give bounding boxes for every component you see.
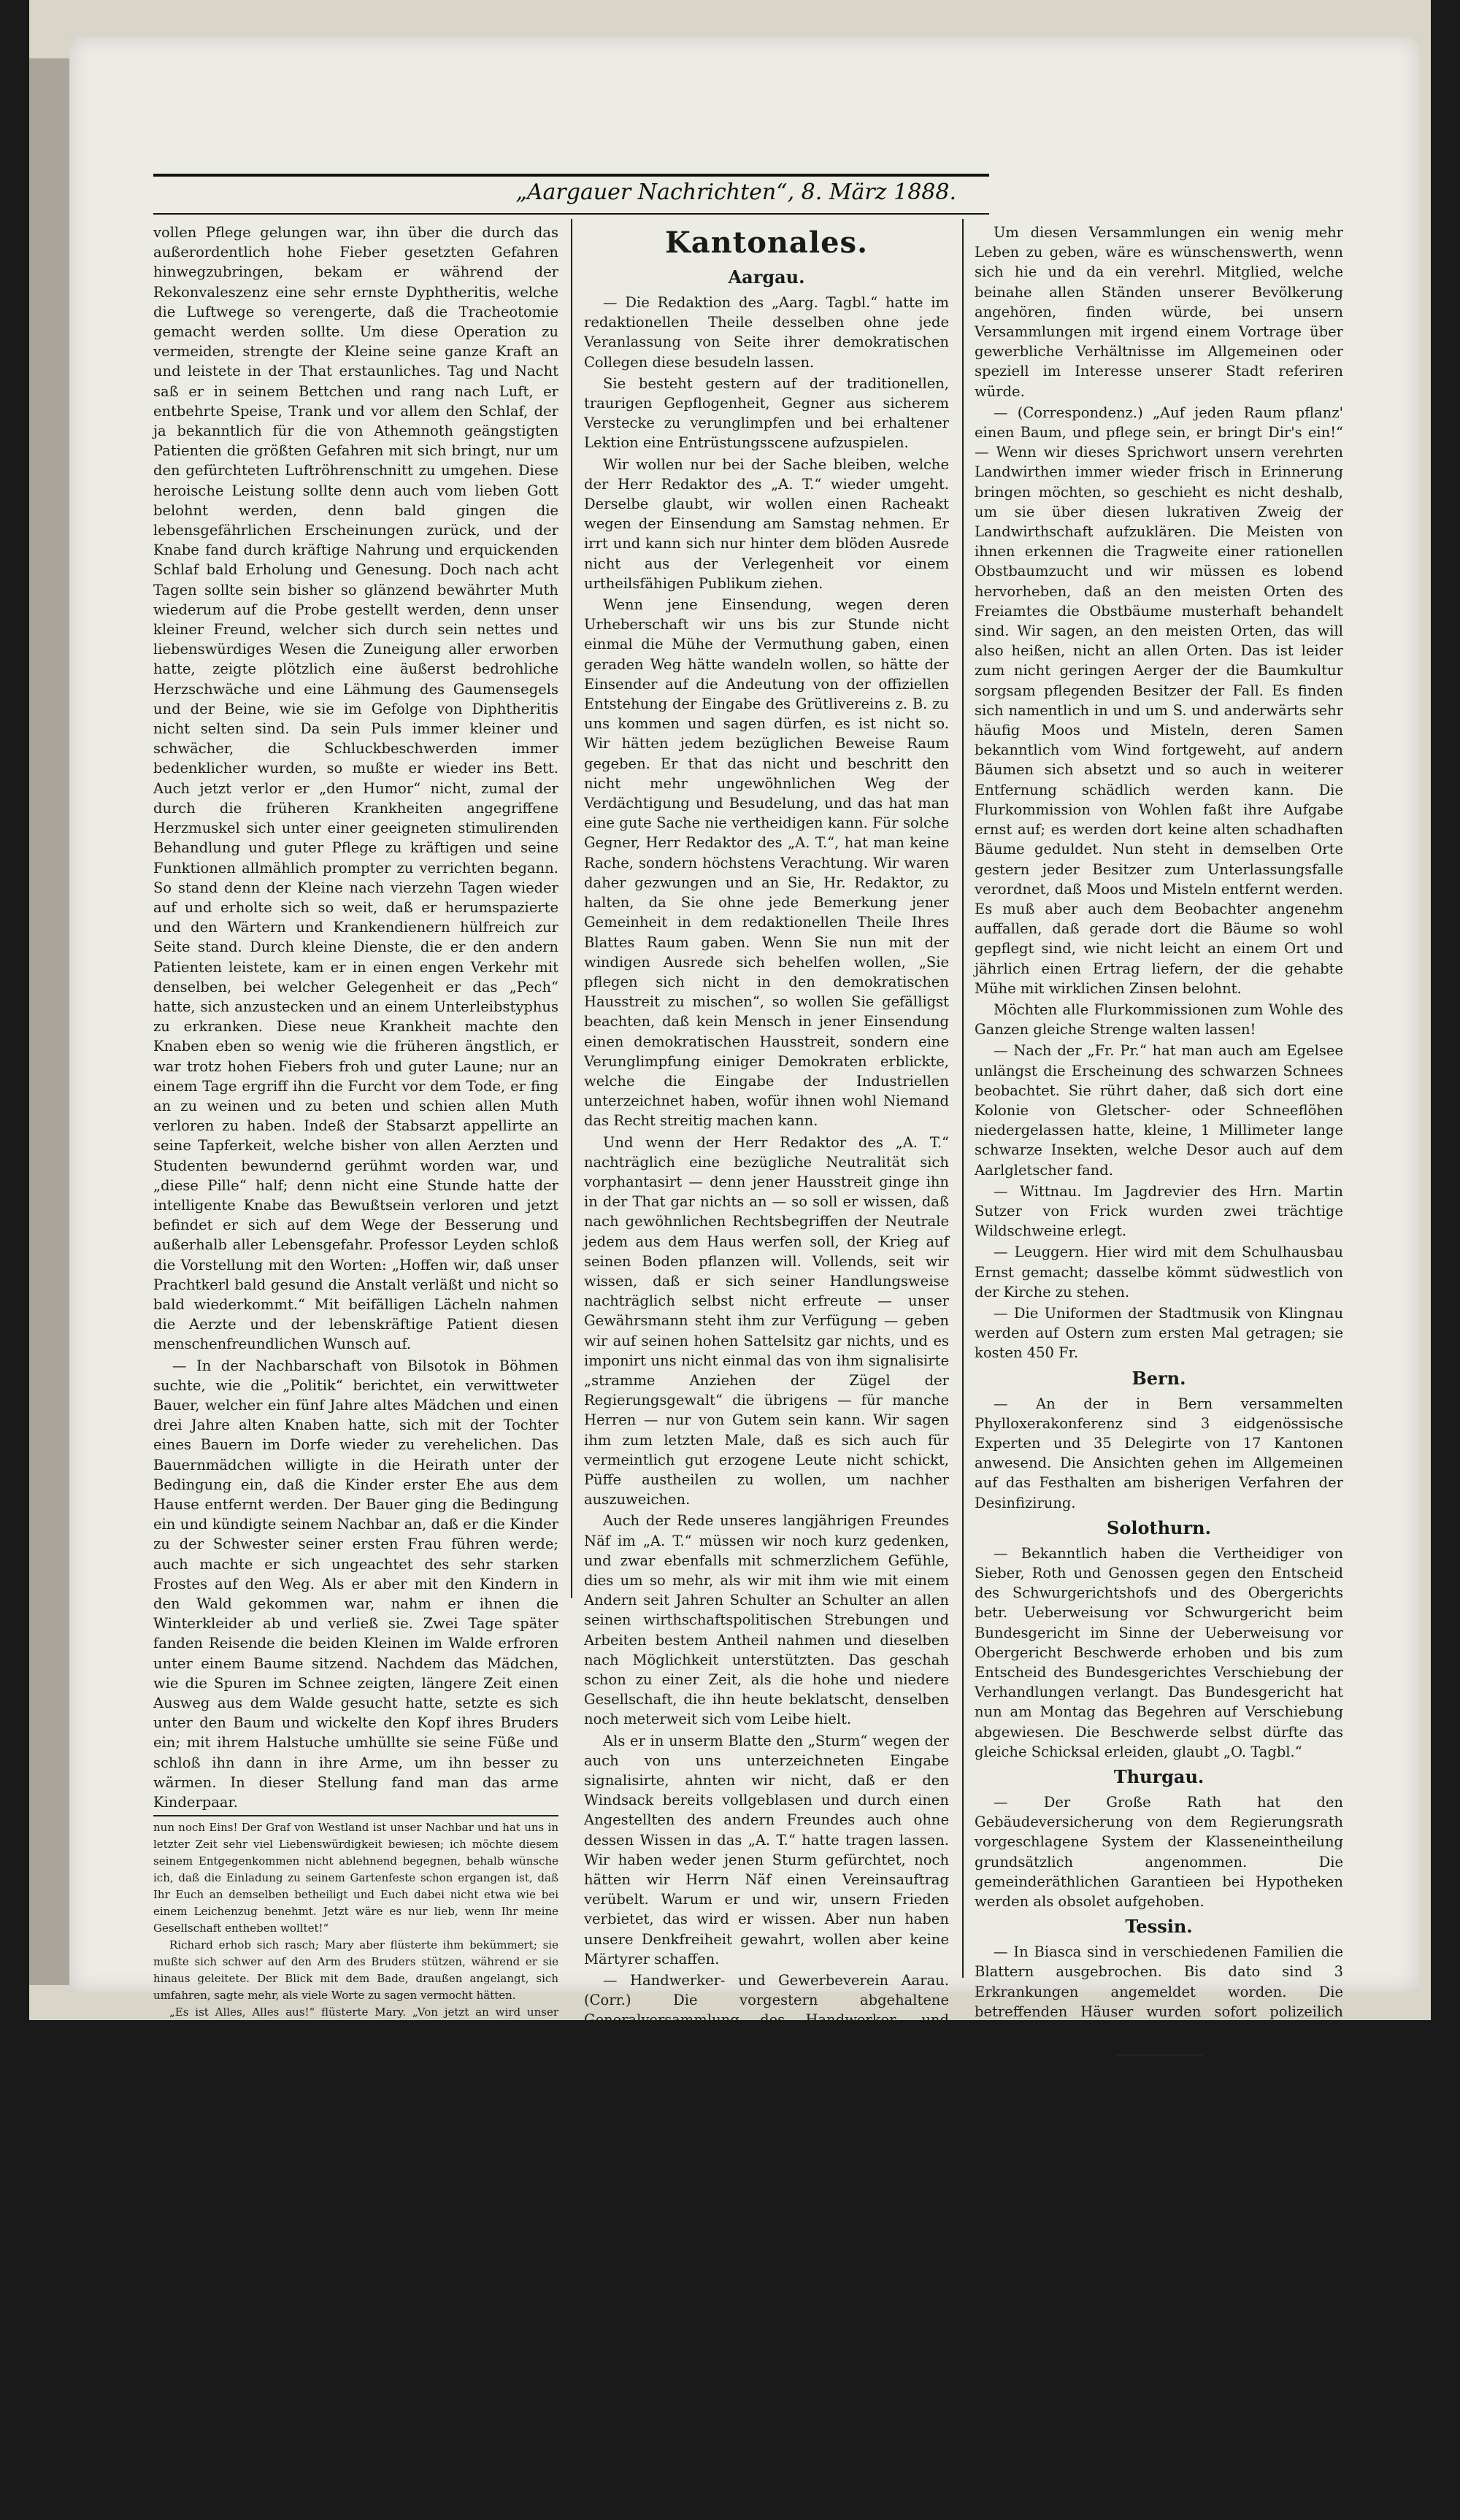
column-divider-1 <box>571 219 572 1598</box>
article-paragraph: Als Abgeordnete in die Delegirten-Versammlung des schweizer. Gewerbevereins, die in Zug stattfindet, wurden gewählt, die Herren Richner, Seiler und Siebenmann, Tapezierer. <box>584 2394 949 2471</box>
column-middle <box>584 223 949 2516</box>
subsection-title-deutschland: Deutschland. <box>1094 2103 1224 2124</box>
header-rule-bottom <box>153 213 989 215</box>
column-right <box>975 223 1343 2520</box>
article-paragraph: — Nach der „Fr. Pr.“ hat man auch am Egelsee unlängst die Erscheinung des schwarzen Schnees beobachtet. Sie rührt daher, daß sich dort eine Kolonie von Gletscher- oder Schneeflöhen niedergelassen hatte, kleine, 1 Millimeter lange schwarze Insekten, welche Desor auch auf dem Aarlgletscher fand. <box>975 1042 1343 1179</box>
feuilleton-divider <box>153 1815 558 1816</box>
article-paragraph: — (Correspondenz.) „Auf jeden Raum pflanz' einen Baum, und pflege sein, er bringt Dir's ein!“ — Wenn wir dieses Sprichwort unsern verehrten Landwirthen immer wieder frisch in Erinnerung bringen möchten, so geschieht es nicht deshalb, um sie über diesen lukrativen Zweig der Landwirthschaft aufzuklären. Die Meisten von ihnen erkennen die Tragweite einer rationellen Obstbaumzucht und wir müssen es lobend hervorheben, daß an den meisten Orten des Freiamtes die Obstbäume musterhaft behandelt sind. Wir sagen, an den meisten Orten, das will also heißen, nicht an allen Orten. Das ist leider zum nicht geringen Aerger der die Baumkultur sorgsam pflegenden Besitzer der Fall. Es finden sich namentlich in und um S. und anderwärts sehr häufig Moos und Misteln, deren Samen bekanntlich vom Wind fortgeweht, auf andern Bäumen sich absetzt und so auch in weiterer Entfernung schädlich werden kann. Die Flurkommission von Wohlen faßt ihre Aufgabe ernst auf; es werden dort keine alten schadhaften Bäume geduldet. Nun steht in demselben Orte gestern jeder Besitzer zum Unterlassungsfalle verordnet, daß Moos und Misteln entfernt werden. Es muß aber auch dem Beobachter angenehm auffallen, daß gerade dort die Bäume so wohl gepflegt sind, wie nicht leicht an einem Ort und jährlich einen Ertrag liefern, der die gehabte Mühe mit wirklichen Zinsen belohnt. <box>975 404 1343 997</box>
feuilleton-paragraph: Richard versuchte ihr Trost zuzusprechen, den er selbst nicht glaubte, aber Mary schüttelte den Kopf. Für sie gab es keine, keine Hoffnung mehr. <box>153 2039 558 2086</box>
feuilleton-paragraph: Richard erhob sich rasch; Mary aber flüsterte ihm bekümmert; sie mußte sich schwer auf den Arm des Bruders stützen, während er sie hinaus geleitete. Der Blick mit dem Bade, draußen angelangt, sich umfahren, sagte mehr, als viele Worte zu sagen vermocht hätten. <box>153 1938 558 2003</box>
section-title-ausland: Ausland. <box>1085 2062 1233 2097</box>
feuilleton-paragraph: „Es ist Alles, Alles aus!“ flüsterte Mary. „Von jetzt an wird unser Leben eine endlose Kette von Qualen sein!“ <box>153 2005 558 2036</box>
article-paragraph: Die Traktandenliste war rasch erledigt, die Jahresrechnung ward gutgeheißen. Die Globoabstimmung über den Vorstand bestätigte wieder die alten Mitglieder, nämlich die Herren Schäfer, Architekt, Meier, Direktor, Richner, Seiler, Siebenmann, Tapezierer, Huber, Drechsler, Strebel, Schreiner, Gysi, Maler. <box>584 2092 949 2229</box>
column-divider-2 <box>962 219 964 1978</box>
page-edge <box>29 58 69 1985</box>
article-paragraph: Um diesen Versammlungen ein wenig mehr Leben zu geben, wäre es wünschenswerth, wenn sich hie und da ein verehrl. Mitglied, welche beinahe allen Ständen unserer Bevölkerung angehören, finden würde, bei unsern Versammlungen mit irgend einem Vortrage über gewerbliche Verhältnisse im Allgemeinen oder speziell im Interesse unserer Stadt referiren würde. <box>975 224 1343 400</box>
header-rule-top <box>153 174 989 177</box>
article-paragraph: — Wittnau. Im Jagdrevier des Hrn. Martin Sutzer von Frick wurden zwei trächtige Wildschweine erlegt. <box>975 1182 1343 1240</box>
article-paragraph: Als er in unserm Blatte den „Sturm“ wegen der auch von uns unterzeichneten Eingabe signalisirte, ahnten wir nicht, daß er den Windsack bereits vollgeblasen und durch einen Angestellten des andern Freundes auch ohne dessen Wissen in das „A. T.“ hatte tragen lassen. Wir haben weder jenen Sturm gefürchtet, noch hätten wir Herrn Näf einen Vereinsauftrag verübelt. Warum er und wir, unsern Frieden verbietet, das wird er wissen. Aber nun haben unsere Denkfreiheit gewahrt, wollen aber keine Märtyrer schaffen. <box>584 1732 949 1968</box>
feuilleton-paragraph: Als er erst vier Jahre zählte, war der Vater an gelbem Fieber erkrankt. Zu gleicher Zeit war die Mutter gestorben. <box>153 2224 558 2254</box>
article-paragraph: Möchten alle Flurkommissionen zum Wohle des Ganzen gleiche Strenge walten lassen! <box>975 1001 1343 1039</box>
article-paragraph: Auch der Rede unseres langjährigen Freundes Näf im „A. T.“ müssen wir noch kurz gedenken, und zwar ebenfalls mit schmerzlichem Gefühle, dies um so mehr, als wir mit ihm wie mit einem Andern seit Jahren Schulter an Schulter an allen seinen wirthschaftspolitischen Strebungen und Arbeiten bestem Antheil nahmen und dieselben nach Möglichkeit unterstützten. Das geschah schon zu einer Zeit, als die hohe und niedere Gesellschaft, die ihn heute beklatscht, denselben noch meterweit sich vom Leibe hielt. <box>584 1512 949 1728</box>
article-paragraph: — Handwerker- und Gewerbeverein Aarau. (Corr.) Die vorgestern abgehaltene Generalversammlung des Handwerker- und Gewerbevereins war schwach besucht (22 an der Zahl), trotzdem solche wenige das Jahr hindurch stattfinden. <box>584 1972 949 2089</box>
page-header-title: „Aargauer Nachrichten“, 8. März 1888. <box>515 180 956 205</box>
section-title-kantonales: Kantonales. <box>664 226 868 260</box>
article-paragraph: Sie besteht gestern auf der traditionellen, traurigen Gepflogenheit, Gegner aus sicherem Verstecke zu verunglimpfen und bei erhaltener Lektion eine Entrüstungsscene aufzuspielen. <box>584 374 949 452</box>
section-divider <box>1115 2054 1203 2056</box>
article-paragraph: vollen Pflege gelungen war, ihn über die durch das außerordentlich hohe Fieber gesetzten Gefahren hinwegzubringen, bekam er während der Rekonvaleszenz eine sehr ernste Dyphtheritis, welche die Luftwege so verengerte, daß die Tracheotomie gemacht werden sollte. Um diese Operation zu vermeiden, strengte der Kleine seine ganze Kraft an und leistete in der That erstaunliches. Tag und Nacht saß er in seinem Bettchen und rang nach Luft, er entbehrte Speise, Trank und vor allem den Schlaf, der ja bekanntlich für die von Athemnoth geängstigten Patienten die größten Gefahren mit sich bringt, nur um den gefürchteten Luftröhrenschnitt zu umgehen. Diese heroische Leistung sollte denn auch vom lieben Gott belohnt werden, denn bald gingen die lebensgefährlichen Erscheinungen zurück, und der Knabe fand durch kräftige Nahrung und erquickenden Schlaf bald Erholung und Genesung. Doch nach acht Tagen sollte sein bisher so glänzend bewährter Muth wiederum auf die Probe gestellt werden, denn unser kleiner Freund, welcher sich durch sein nettes und liebenswürdiges Wesen die Zuneigung aller erworben hatte, zeigte plötzlich eine äußerst bedrohliche Herzschwäche und eine Lähmung des Gaumensegels und der Beine, wie sie im Gefolge von Diphtheritis nicht selten sind. Da sein Puls immer kleiner und schwächer, die Schluckbeschwerden immer bedenklicher wurden, so mußte er wieder ins Bett. Auch jetzt verlor er „den Humor“ nicht, zumal der durch die früheren Krankheiten angegriffene Herzmuskel sich unter einer geeigneten stimulirenden Behandlung und guter Pflege zu kräftigen und seine Funktionen allmählich prompter zu verrichten begann. So stand denn der Kleine nach vierzehn Tagen wieder auf und erholte sich so weit, daß er herumspazierte und den Wärtern und Krankendienern hülfreich zur Seite stand. Durch kleine Dienste, die er den andern Patienten leistete, kam er in einen engen Verkehr mit denselben, bei welcher Gelegenheit er das „Pech“ hatte, sich anzustecken und an einem Unterleibstyphus zu erkranken. Diese neue Krankheit machte den Knaben eben so wenig wie die früheren ängstlich, er war trotz hohen Fiebers froh und guter Laune; nur an einem Tage ergriff ihn die Furcht vor dem Tode, er fing an zu weinen und zu beten und schien allen Muth verloren zu haben. Indeß der Stabsarzt appellirte an seine Tapferkeit, welche bisher von allen Aerzten und Studenten bewundernd gerühmt worden war, und „diese Pille“ half; denn nicht eine Stunde hatte der intelligente Knabe das Bewußtsein verloren und jetzt befindet er sich auf dem Wege der Besserung und außerhalb aller Lebensgefahr. Professor Leyden schloß die Vorstellung mit den Worten: „Hoffen wir, daß unser Prachtkerl bald gesund die Anstalt verläßt und nicht so bald wiederkommt.“ Mit beifälligen Lächeln nahmen die Aerzte und der lebenskräftige Patient diesen menschenfreundlichen Wunsch auf. <box>153 224 558 1353</box>
column-left <box>153 223 558 2256</box>
article-paragraph: — Bekanntlich haben die Vertheidiger von Sieber, Roth und Genossen gegen den Entscheid des Schwurgerichtshofs und des Obergerichts betr. Ueberweisung vor Schwurgericht beim Bundesgericht im Sinne der Ueberweisung vor Obergericht Beschwerde erhoben und bis zum Entscheid des Bundesgerichtes Verschiebung der Verhandlungen verlangt. Das Bundesgericht hat nun am Montag das Begehren auf Verschiebung abgewiesen. Die Beschwerde selbst dürfte das gleiche Schicksal erleiden, glaubt „O. Tagbl.“ <box>975 1544 1343 1760</box>
subsection-title-bern: Bern. <box>1132 1367 1186 1389</box>
feuilleton-paragraph: nun noch Eins! Der Graf von Westland ist unser Nachbar und hat uns in letzter Zeit sehr viel Liebenswürdigkeit bewiesen; ich möchte diesem seinem Entgegenkommen nicht ablehnend begegnen, behalb wünsche ich, daß die Einladung zu seinem Gartenfeste schon ergangen ist, daß Ihr Euch an demselben betheiligt und Euch dabei nicht etwa wie bei einem Leichenzug benehmt. Jetzt wäre es nur lieb, wenn Ihr meine Gesellschaft entheben wolltet!“ <box>153 1821 558 1935</box>
article-paragraph: Und wenn der Herr Redaktor des „A. T.“ nachträglich eine bezügliche Neutralität sich vorphantasirt — denn jener Hausstreit ginge ihn in der That gar nichts an — so soll er wissen, daß nach gewöhnlichen Rechtsbegriffen der Neutrale jedem aus dem Haus werfen soll, der Krieg auf seinen Boden pflanzen will. Vollends, seit wir wissen, daß er sich seiner Handlungsweise nachträglich selbst nicht erfreute — unser Gewährsmann steht ihm zur Verfügung — geben wir auf seinen hohen Sattelsitz gar nichts, und es imponirt uns nicht einmal das von ihm signalisirte „stramme Anziehen der Zügel der Regierungsgewalt“ die übrigens — für manche Herren — nur von Gutem sein kann. Wir sagen ihm zum letzten Male, daß es sich auch für vermeintlich gut erzogene Leute nicht schickt, Püffe austheilen zu wollen, um nachher auszuweichen. <box>584 1133 949 1508</box>
article-paragraph: — Die Regierung beschäftigt sich sehr eingehend mit der Regulirung des Eisernen Thores und beabsichtigt dieselbe demnächst durchzuführen. Der Kommunikations-Minister verhandelt derzeit bezüglich der Finanzirung des <box>975 2420 1343 2517</box>
article-paragraph: Der Jahresbeitrag wurde wie bis anher mit Fr. 2 belassen. <box>584 2475 949 2513</box>
subsection-title-aargau: Aargau. <box>728 266 805 288</box>
subsection-title-oesterreich: Oesterreich. <box>1098 2252 1220 2274</box>
article-paragraph: — In Biasca sind in verschiedenen Familien die Blattern ausgebrochen. Bis dato sind 3 Erkrankungen angemeldet worden. Die betreffenden Häuser wurden sofort polizeilich abgesperrt. <box>975 1943 1343 2041</box>
feuilleton <box>153 1819 558 2256</box>
subsection-title-tessin: Tessin. <box>1125 1916 1193 1938</box>
article-paragraph: — Die Redaktion des „Aarg. Tagbl.“ hatte im redaktionellen Theile desselben ohne jede Veranlassung von Seite ihrer demokratischen Collegen diese besudeln lassen. <box>584 294 949 371</box>
article-paragraph: An Stelle der beiden mit aller Energie ablehnenden Herren Schäfer und Gysi wurden gewählt die Herren Kuhn-Buser und Wehrli-Kähr, Gypser. Als Präsident ging hervor Herr Meier, Direktor. <box>584 2232 949 2330</box>
article-paragraph: — Leuggern. Hier wird mit dem Schulhausbau Ernst gemacht; dasselbe kömmt südwestlich von der Kirche zu stehen. <box>975 1244 1343 1301</box>
article-paragraph: Wenn jene Einsendung, wegen deren Urheberschaft wir uns bis zur Stunde nicht einmal die Mühe der Vermuthung gaben, einen geraden Weg hätte wandeln wollen, so hätte der Einsender auf die Andeutung von der offiziellen Entstehung der Eingabe des Grütlivereins z. B. zu uns kommen und sagen dürfen, es ist nicht so. Wir hätten jedem bezüglichen Beweise Raum gegeben. Er that das nicht und beschritt den nicht mehr ungewöhnlichen Weg der Verdächtigung und Besudelung, und das hat man eine gute Sache nie vertheidigen kann. Für solche Gegner, Herr Redaktor des „A. T.“, hat man keine Rache, sondern höchstens Verachtung. Wir waren daher gezwungen und an Sie, Hr. Redaktor, zu halten, da Sie ohne jede Bemerkung jener Gemeinheit in dem redaktionellen Theile Ihres Blattes Raum gaben. Wenn Sie nun mit der windigen Ausrede sich behelfen wollen, „Sie pflegen sich nicht in den demokratischen Hausstreit zu mischen“, so wollen Sie gefälligst beachten, daß kein Mensch in jener Einsendung einen demokratischen Hausstreit, sondern eine Verunglimpfung einiger Demokraten erblickte, welche die Eingabe der Industriellen unterzeichnet haben, wofür ihnen wohl Niemand das Recht streitig machen kann. <box>584 596 949 1130</box>
article-paragraph: Wir wollen nur bei der Sache bleiben, welche der Herr Redaktor des „A. T.“ wieder umgeht. Derselbe glaubt, wir wollen einen Racheakt wegen der Einsendung am Samstag nehmen. Er irrt und kann sich nur hinter dem blöden Ausrede nicht aus der Verlegenheit vor einem urtheilsfähigen Publikum ziehen. <box>584 455 949 592</box>
article-paragraph: — Wie englischen Blättern von Wien berichtet wird, ist es beabsichtigt, die Kriegsstärke der österreichisch-ungarischen Armee (stehendes Heer und Reserve) von 800,000 auf 1,000,000 Mann zu erhöhen. Den Parlamenten sollen entsprechende Vorlagen, gegen, nach deren Annahme das Gesetz sofort in Kraft treten wird. <box>975 2280 1343 2416</box>
article-paragraph: — Der Große Rath hat den Gebäudeversicherung von dem Regierungsrath vorgeschlagene System der Klasseneintheilung grundsätzlich angenommen. Die gemeinderäthlichen Garantieen bei Hypotheken werden als obsolet aufgehoben. <box>975 1794 1343 1911</box>
subsection-title-thurgau: Thurgau. <box>1113 1766 1204 1788</box>
article-paragraph: — In der Nachbarschaft von Bilsotok in Böhmen suchte, wie die „Politik“ berichtet, ein verwittweter Bauer, welcher ein fünf Jahre altes Mädchen und einen drei Jahre alten Knaben hatte, sich mit der Tochter eines Bauern im Dorfe wieder zu verehelichen. Das Bauernmädchen willigte in die Heirath unter der Bedingung ein, daß die Kinder erster Ehe aus dem Hause entfernt werden. Der Bauer ging die Bedingung ein und kündigte seinem Nachbar an, daß er die Kinder zu der Schwester seiner ersten Frau führen werde; auch machte er sich ungeachtet des sehr starken Frostes auf den Weg. Als er aber mit den Kindern in den Wald gekommen war, nahm er ihnen die Winterkleider ab und verließ sie. Zwei Tage später fanden Reisende die beiden Kleinen im Walde erfroren unter einem Baume sitzend. Nachdem das Mädchen, wie die Spuren im Schnee zeigten, längere Zeit einen Ausweg aus dem Walde gesucht hatte, setzte es sich unter den Baum und wickelte den Kopf ihres Bruders ein; mit ihrem Halstuche umhüllte sie seine Füße und schloß ihn dann in ihre Arme, um ihn besser zu wärmen. In dieser Stellung fand man das arme Kinderpaar. <box>153 1357 558 1811</box>
article-paragraph: Nach aus der Walfischbay eingelaufenen Nachrichten ist die Engros-Schlächterei und Central-Faktorei der Deutsch-West-Afrikanischen Kompagnie in Sandwichhafen, zwei Meilen südlich von Walfischbay, aufgeschlagen und wird die Schlächterei in kürzester Frist in Betrieb gesetzt. <box>975 2130 1343 2247</box>
article-paragraph: — An der in Bern versammelten Phylloxerakonferenz sind 3 eidgenössische Experten und 35 Delegirte von 17 Kantonen anwesend. Die Ansichten gehen im Allgemeinen auf das Festhalten am bisherigen Verfahren der Desinfizirung. <box>975 1395 1343 1511</box>
subsection-title-solothurn: Solothurn. <box>1107 1517 1211 1538</box>
article-paragraph: — Die Uniformen der Stadtmusik von Klingnau werden auf Ostern zum ersten Mal getragen; sie kosten 450 Fr. <box>975 1304 1343 1362</box>
article-paragraph: Die Rechnungskommission wurde bestellt aus den Herren Hagenbuch, Buchbinder, Freihofer, Bildhauer und Wespi, Hafner. <box>584 2333 949 2391</box>
feuilleton-paragraph: Welcher Art war das Räthsel, von dem er sich gefesselt fand? Worin mochte dieses entsetzliche Geheimniß bestehen? Gerade das Unbegreifliche ließ es doppelt furchtbar erscheinen. Richard sich schon deshalb, weil es so unverständlich war? Konnte es irgend Etwas sein, das vor Jahren in Westindien so geschehen hatte? <box>153 2140 558 2221</box>
feuilleton-paragraph: Während sie, nur mit Anstrengung sich aufrecht haltend, in ihr Zimmer wankte, verließ Richard, von Unruhe getrieben, das Haus, dessen finstere Mauern ihn zu erdrücken schienen. <box>153 2089 558 2137</box>
